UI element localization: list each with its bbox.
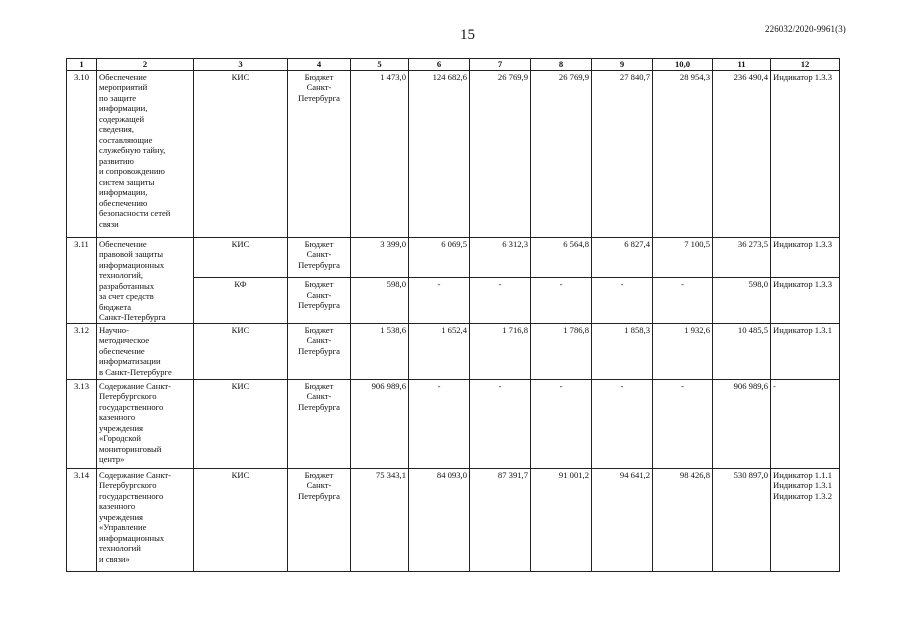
- value-cell: 6 312,3: [470, 237, 531, 278]
- table-row: [67, 237, 840, 278]
- value-cell: 87 391,7: [470, 468, 531, 571]
- measure-name: Обеспечение правовой защиты информационных технологий, разработанных за счет средств бюджета Санкт-Петербурга: [97, 237, 194, 323]
- column-header: 11: [713, 59, 771, 71]
- column-header: 10,0: [653, 59, 713, 71]
- value-cell: 94 641,2: [592, 468, 653, 571]
- row-number: 3.14: [67, 468, 97, 571]
- value-cell: -: [592, 379, 653, 468]
- total-cell: 236 490,4: [713, 70, 771, 237]
- indicator-cell: Индикатор 1.3.1: [771, 323, 840, 379]
- value-cell: 26 769,9: [470, 70, 531, 237]
- column-header: 8: [531, 59, 592, 71]
- column-header: 12: [771, 59, 840, 71]
- value-cell: 75 343,1: [351, 468, 409, 571]
- value-cell: 1 858,3: [592, 323, 653, 379]
- total-cell: 10 485,5: [713, 323, 771, 379]
- value-cell: -: [470, 278, 531, 323]
- value-cell: 26 769,9: [531, 70, 592, 237]
- value-cell: -: [531, 278, 592, 323]
- indicator-cell: Индикатор 1.3.3: [771, 70, 840, 237]
- value-cell: 6 827,4: [592, 237, 653, 278]
- executor-code: КИС: [194, 468, 288, 571]
- row-number: 3.11: [67, 237, 97, 323]
- column-header: 3: [194, 59, 288, 71]
- column-header: 5: [351, 59, 409, 71]
- row-number: 3.10: [67, 70, 97, 237]
- measure-name: Содержание Санкт- Петербургского государственного казенного учреждения «Управление информационных технологий и связи»: [97, 468, 194, 571]
- value-cell: 1 652,4: [409, 323, 470, 379]
- indicator-cell: Индикатор 1.3.3: [771, 237, 840, 278]
- document-number: 226032/2020-9961(3): [765, 24, 846, 34]
- page-number: 15: [460, 27, 475, 43]
- value-cell: -: [409, 379, 470, 468]
- value-cell: 6 069,5: [409, 237, 470, 278]
- funding-source: Бюджет Санкт- Петербурга: [288, 237, 351, 278]
- value-cell: 91 001,2: [531, 468, 592, 571]
- table-row: [67, 468, 840, 571]
- value-cell: -: [653, 278, 713, 323]
- funding-source: Бюджет Санкт- Петербурга: [288, 468, 351, 571]
- measure-name: Содержание Санкт- Петербургского государственного казенного учреждения «Городской мониторинговый центр»: [97, 379, 194, 468]
- value-cell: 3 399,0: [351, 237, 409, 278]
- row-number: 3.13: [67, 379, 97, 468]
- executor-code: КФ: [194, 278, 288, 323]
- measure-name: Научно- методическое обеспечение информатизации в Санкт-Петербурге: [97, 323, 194, 379]
- table-row: [67, 70, 840, 237]
- funding-source: Бюджет Санкт- Петербурга: [288, 70, 351, 237]
- funding-source: Бюджет Санкт- Петербурга: [288, 379, 351, 468]
- indicator-cell: Индикатор 1.3.3: [771, 278, 840, 323]
- column-header: 6: [409, 59, 470, 71]
- value-cell: 1 473,0: [351, 70, 409, 237]
- funding-source: Бюджет Санкт- Петербурга: [288, 278, 351, 323]
- value-cell: 906 989,6: [351, 379, 409, 468]
- row-number: 3.12: [67, 323, 97, 379]
- table-row: [67, 379, 840, 468]
- indicator-cell: Индикатор 1.1.1 Индикатор 1.3.1 Индикатор 1.3.2: [771, 468, 840, 571]
- column-header: 1: [67, 59, 97, 71]
- column-header: 7: [470, 59, 531, 71]
- value-cell: 1 786,8: [531, 323, 592, 379]
- executor-code: КИС: [194, 323, 288, 379]
- value-cell: 7 100,5: [653, 237, 713, 278]
- value-cell: 28 954,3: [653, 70, 713, 237]
- value-cell: 84 093,0: [409, 468, 470, 571]
- total-cell: 530 897,0: [713, 468, 771, 571]
- value-cell: 124 682,6: [409, 70, 470, 237]
- value-cell: 98 426,8: [653, 468, 713, 571]
- value-cell: 1 716,8: [470, 323, 531, 379]
- executor-code: КИС: [194, 70, 288, 237]
- total-cell: 906 989,6: [713, 379, 771, 468]
- value-cell: -: [470, 379, 531, 468]
- funding-source: Бюджет Санкт- Петербурга: [288, 323, 351, 379]
- table-row: [67, 323, 840, 379]
- header-row: [67, 59, 840, 71]
- executor-code: КИС: [194, 379, 288, 468]
- column-header: 2: [97, 59, 194, 71]
- total-cell: 598,0: [713, 278, 771, 323]
- value-cell: -: [653, 379, 713, 468]
- value-cell: -: [409, 278, 470, 323]
- measure-name: Обеспечение мероприятий по защите информации, содержащей сведения, составляющие служебную тайну, развитию и сопровождению систем защиты информации, обеспечению безопасности сетей связи: [97, 70, 194, 237]
- total-cell: 36 273,5: [713, 237, 771, 278]
- value-cell: 1 932,6: [653, 323, 713, 379]
- indicator-cell: -: [771, 379, 840, 468]
- program-table: [66, 58, 840, 572]
- value-cell: 27 840,7: [592, 70, 653, 237]
- value-cell: -: [531, 379, 592, 468]
- value-cell: 1 538,6: [351, 323, 409, 379]
- value-cell: 598,0: [351, 278, 409, 323]
- executor-code: КИС: [194, 237, 288, 278]
- value-cell: -: [592, 278, 653, 323]
- column-header: 9: [592, 59, 653, 71]
- value-cell: 6 564,8: [531, 237, 592, 278]
- column-header: 4: [288, 59, 351, 71]
